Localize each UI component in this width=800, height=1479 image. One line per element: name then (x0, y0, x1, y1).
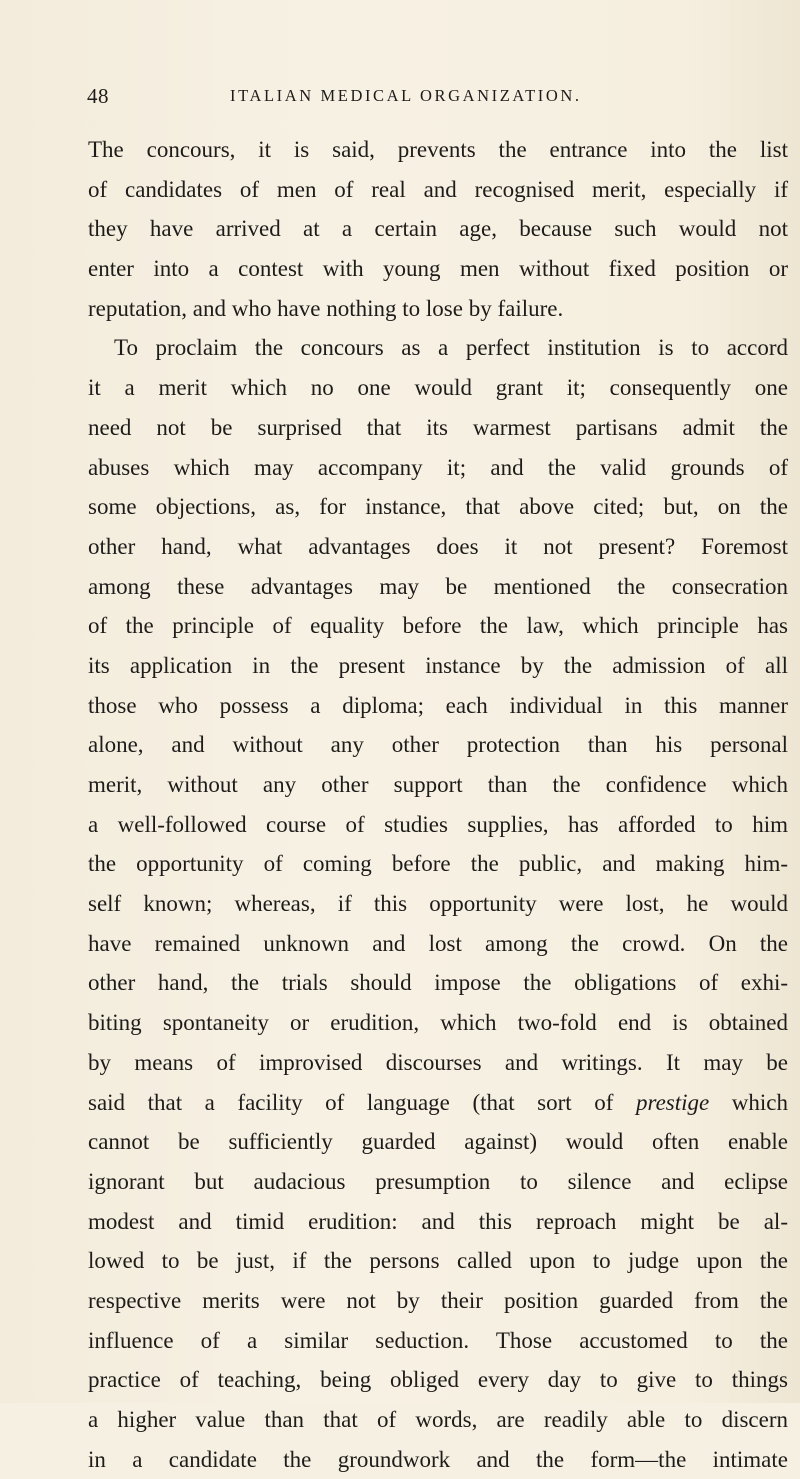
text-line: lowed to be just, if the persons called upon to judge upon the (88, 1248, 788, 1274)
body-text (88, 130, 788, 1479)
text-line: in a candidate the groundwork and the form—the intimate (88, 1446, 788, 1472)
text-line: have remained unknown and lost among the crowd. On the (88, 930, 788, 956)
page-number: 48 (87, 84, 109, 108)
text-line: by means of improvised discourses and writings. It may be (88, 1049, 788, 1075)
text-line: cannot be sufficiently guarded against) would often enable (88, 1129, 788, 1155)
text-line: other hand, what advantages does it not present? Foremost (88, 533, 788, 559)
text-line: the opportunity of coming before the public, and making him- (88, 851, 788, 877)
text-line: ignorant but audacious presumption to silence and eclipse (88, 1168, 788, 1194)
text-line: practice of teaching, being obliged every day to give to things (88, 1367, 788, 1393)
text-line: biting spontaneity or erudition, which two-fold end is obtained (88, 1010, 788, 1036)
text-line: among these advantages may be mentioned the consecration (88, 573, 788, 599)
text-fragment: said that a facility of language (that sort of (88, 1089, 614, 1115)
text-line: of candidates of men of real and recognised merit, especially if (88, 176, 788, 202)
italic-word: prestige (635, 1089, 710, 1115)
text-line: alone, and without any other protection than his personal (88, 732, 788, 758)
text-line-with-italic (88, 1083, 788, 1123)
text-line: modest and timid erudition: and this reproach might be al- (88, 1208, 788, 1234)
text-line: some objections, as, for instance, that above cited; but, on the (88, 494, 788, 520)
text-line: need not be surprised that its warmest partisans admit the (88, 414, 788, 440)
text-line: abuses which may accompany it; and the valid grounds of (88, 454, 788, 480)
text-line: those who possess a diploma; each individual in this manner (88, 692, 788, 718)
text-line: reputation, and who have nothing to lose by failure. (88, 295, 564, 321)
text-line: they have arrived at a certain age, because such would not (88, 216, 788, 242)
text-line: To proclaim the concours as a perfect institution is to accord (114, 335, 788, 361)
text-line: a well-followed course of studies supplies, has afforded to him (88, 811, 788, 837)
text-line: The concours, it is said, prevents the entrance into the list (88, 137, 788, 162)
text-line: it a merit which no one would grant it; consequently one (88, 375, 788, 401)
text-line: self known; whereas, if this opportunity were lost, he would (88, 891, 788, 917)
text-line: influence of a similar seduction. Those accustomed to the (88, 1327, 788, 1353)
page-header (0, 84, 800, 114)
text-line: enter into a contest with young men without fixed position or (88, 256, 788, 282)
text-line: a higher value than that of words, are readily able to discern (88, 1407, 788, 1432)
text-line: merit, without any other support than the confidence which (88, 772, 788, 797)
text-line: its application in the present instance by the admission of all (88, 652, 788, 678)
text-line: of the principle of equality before the law, which principle has (88, 613, 788, 639)
text-fragment: which (731, 1089, 789, 1115)
running-head: ITALIAN MEDICAL ORGANIZATION. (230, 86, 582, 105)
text-line: respective merits were not by their position guarded from the (88, 1287, 788, 1313)
text-line: other hand, the trials should impose the obligations of exhi- (88, 970, 788, 996)
